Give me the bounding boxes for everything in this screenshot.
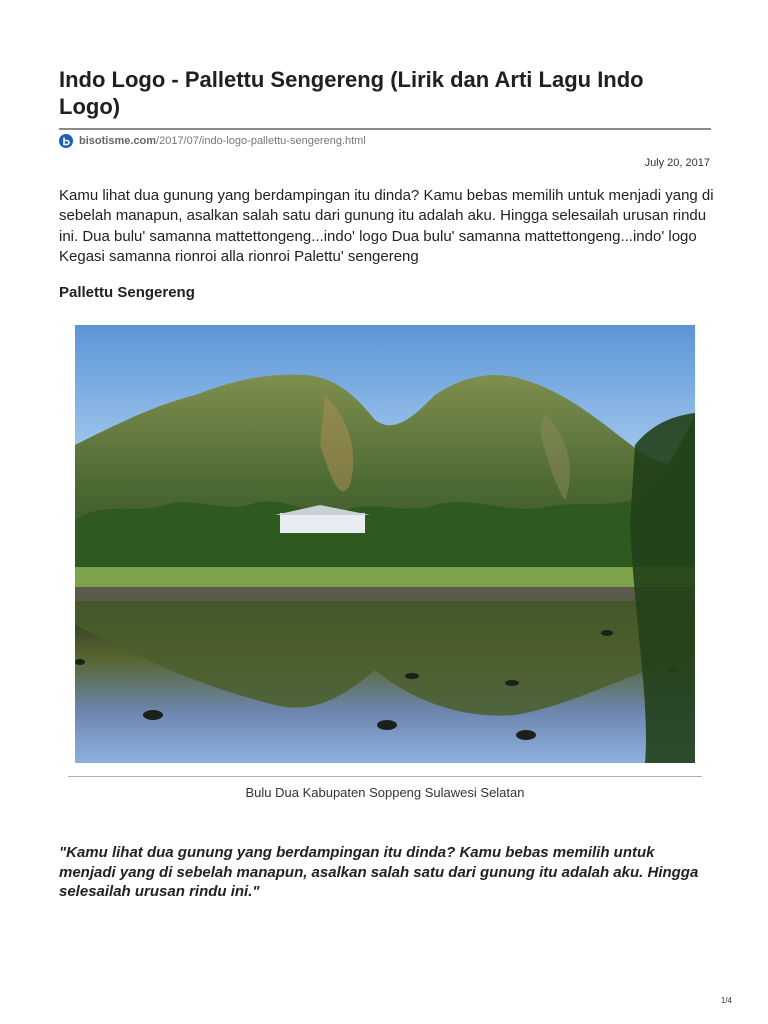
article-photo <box>75 325 695 763</box>
title-divider <box>59 128 711 130</box>
image-caption: Bulu Dua Kabupaten Soppeng Sulawesi Selatan <box>245 785 525 800</box>
pull-quote: "Kamu lihat dua gunung yang berdampingan itu dinda? Kamu bebas memilih untuk menjadi yang di sebelah manapun, asalkan salah satu dari gunung itu adalah aku. Hingga selesailah urusan rindu ini." <box>59 844 699 900</box>
section-heading: Pallettu Sengereng <box>59 284 195 301</box>
publish-date: July 20, 2017 <box>644 157 710 169</box>
site-logo-icon <box>59 134 73 148</box>
intro-paragraph: Kamu lihat dua gunung yang berdampingan itu dinda? Kamu bebas memilih untuk menjadi yang di sebelah manapun, asalkan salah satu dari gunung itu adalah aku. Hingga selesailah urusan rindu ini. Dua bulu' samanna mattettongeng...indo' logo Dua bulu' samanna mattettongeng...indo' logo Kegasi samanna rionroi alla rionroi Palettu' sengereng <box>59 187 714 265</box>
source-link[interactable] <box>59 133 366 149</box>
article-title: Indo Logo - Pallettu Sengereng (Lirik dan Arti Lagu Indo Logo) <box>59 67 644 119</box>
page-number: 1/4 <box>720 996 732 1005</box>
source-path[interactable]: /2017/07/indo-logo-pallettu-sengereng.html <box>156 135 366 147</box>
source-domain[interactable]: bisotisme.com <box>79 135 157 147</box>
caption-divider <box>68 776 702 777</box>
